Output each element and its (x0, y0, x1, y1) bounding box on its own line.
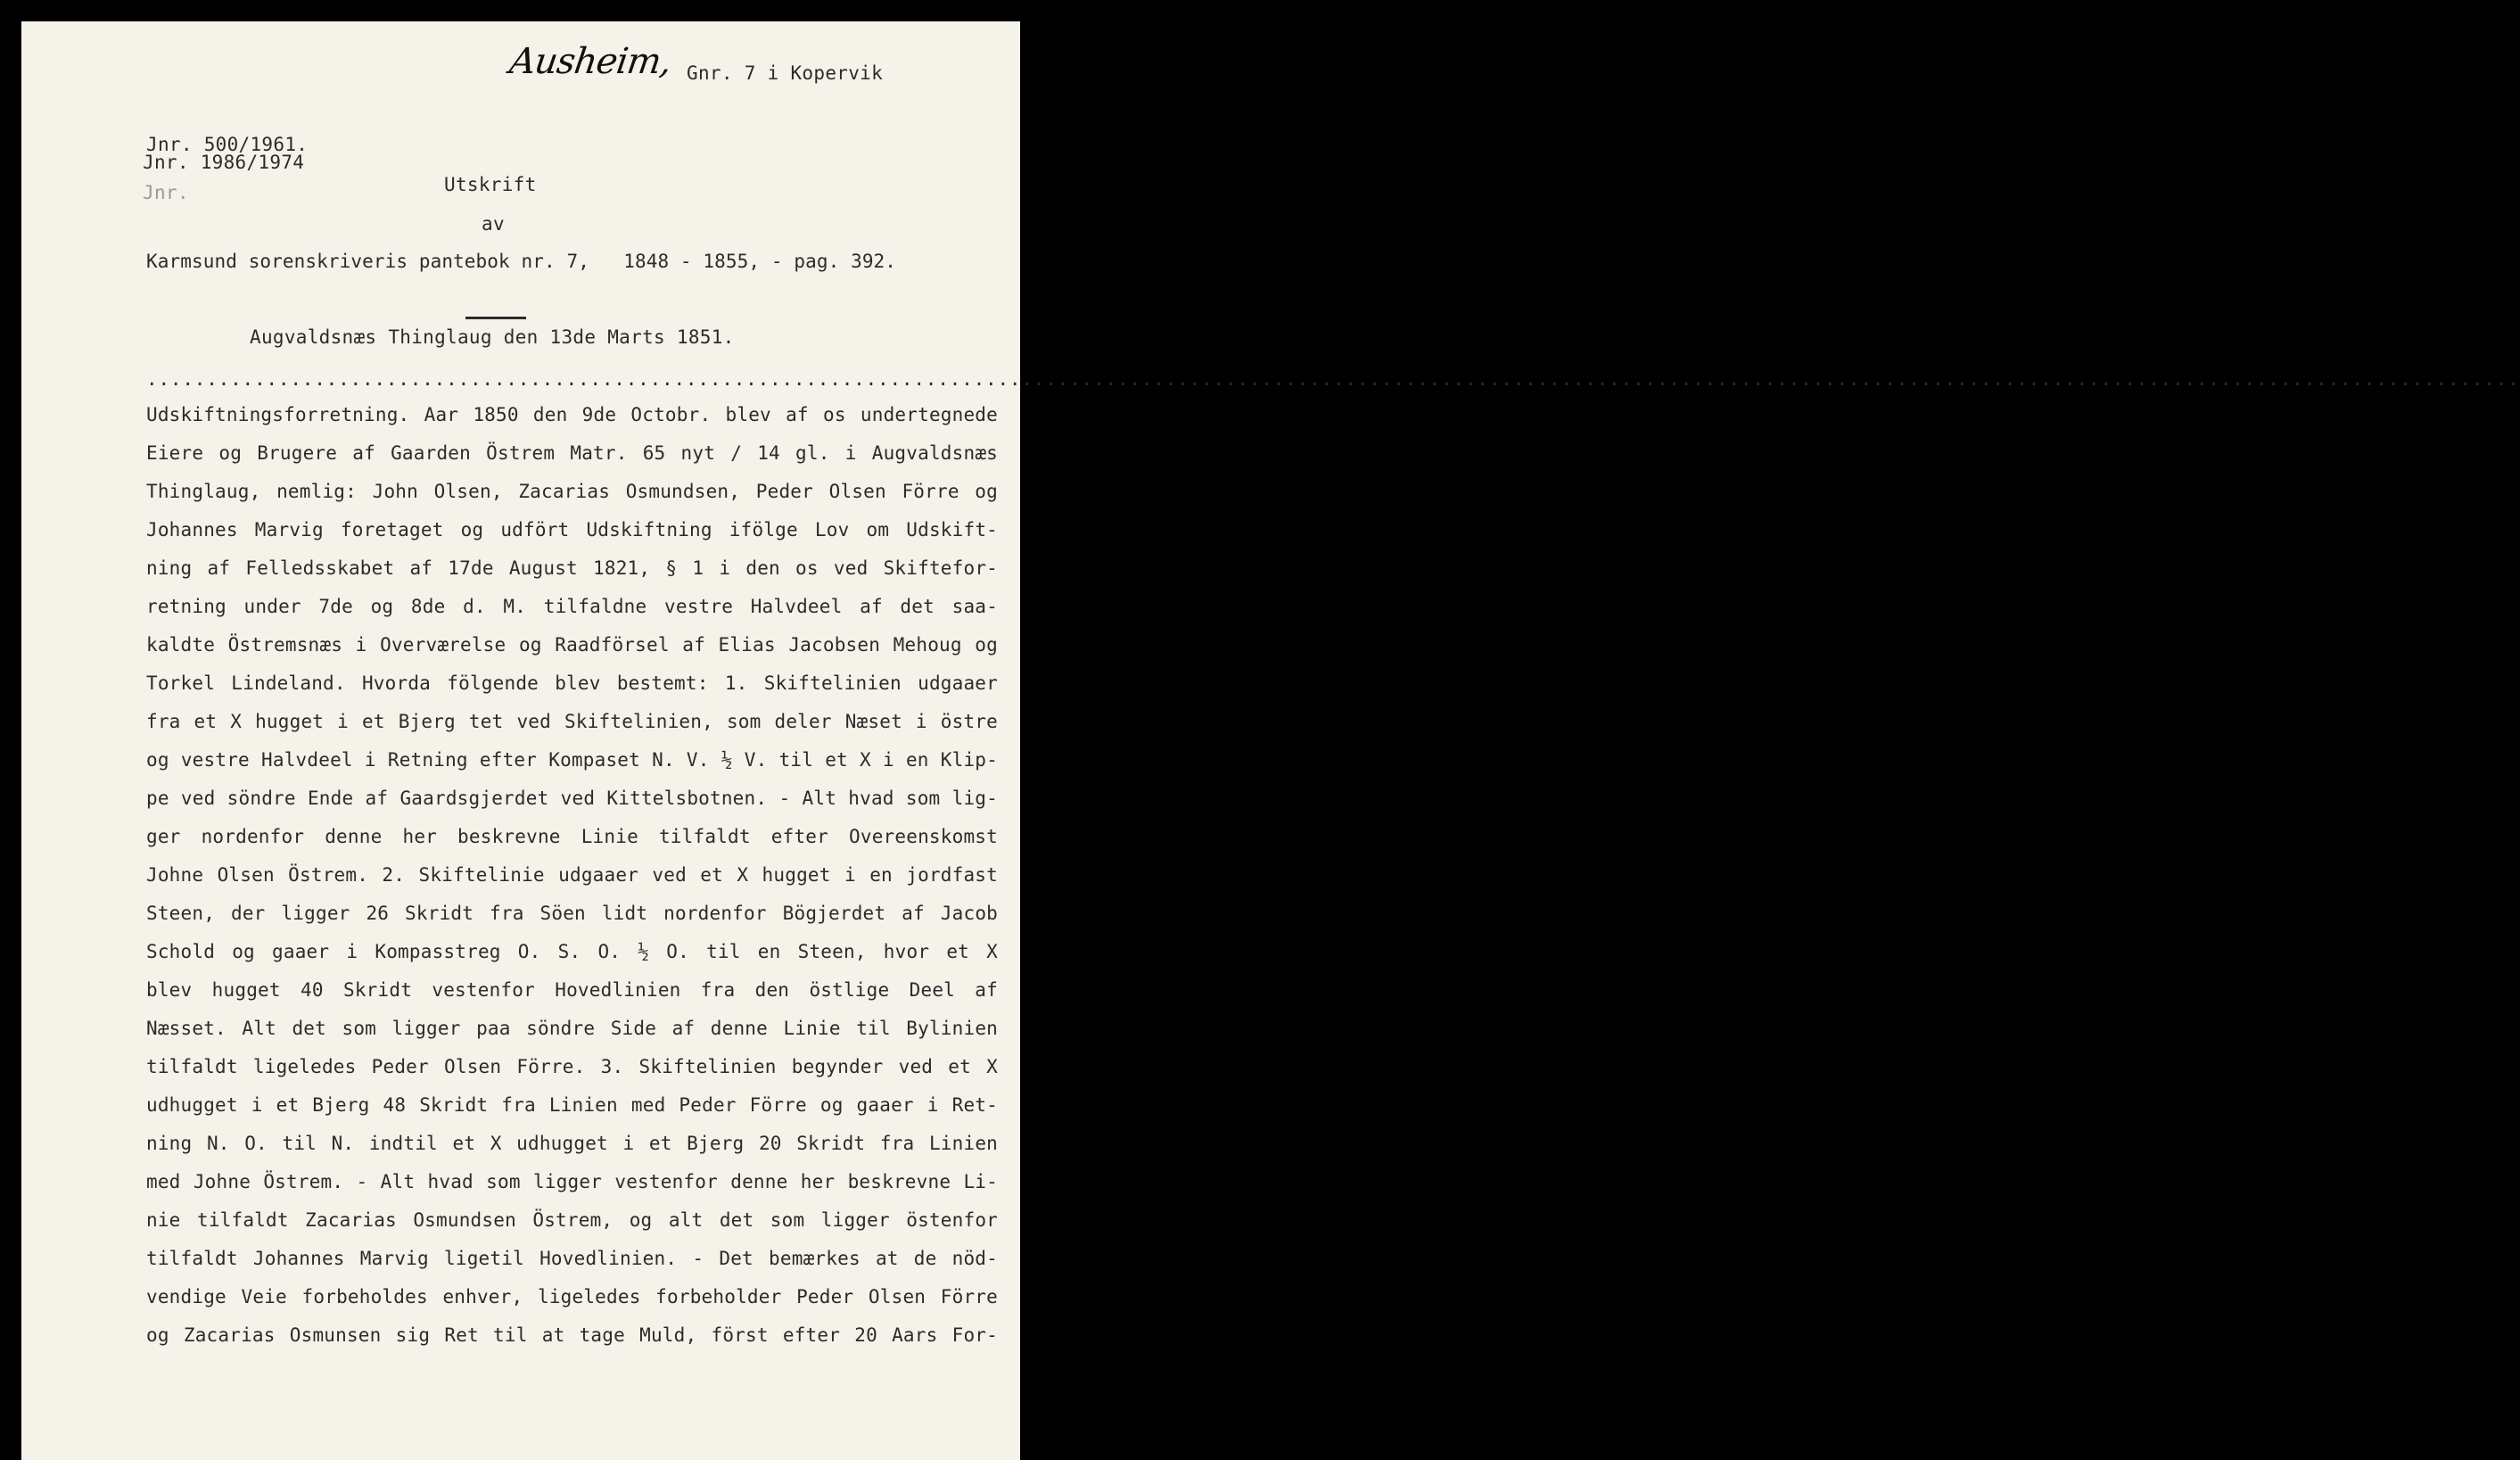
body-line: ning N. O. til N. indtil et X udhugget i et Bjerg 20 Skridt fra Linien (146, 1133, 998, 1154)
journal-number-3: Jnr. (143, 182, 189, 203)
gnr-reference: Gnr. 7 i Kopervik (687, 62, 884, 84)
body-line: blev hugget 40 Skridt vestenfor Hovedlinien fra den östlige Deel af (146, 979, 998, 1001)
body-line: ning af Felledsskabet af 17de August 1821, § 1 i den os ved Skiftefor- (146, 557, 998, 579)
body-line: tilfaldt ligeledes Peder Olsen Förre. 3. Skiftelinien begynder ved et X (146, 1056, 998, 1077)
journal-number-1: Jnr. 500/1961. (146, 134, 309, 155)
body-line: og vestre Halvdeel i Retning efter Kompaset N. V. ½ V. til et X i en Klip- (146, 749, 998, 771)
place-and-date: Augvaldsnæs Thinglaug den 13de Marts 1851. (250, 326, 735, 348)
title-av: av (482, 213, 505, 235)
body-line: Thinglaug, nemlig: John Olsen, Zacarias Osmundsen, Peder Olsen Förre og (146, 481, 998, 502)
body-line: Eiere og Brugere af Gaarden Östrem Matr. 65 nyt / 14 gl. i Augvaldsnæs (146, 442, 998, 464)
journal-number-2: Jnr. 1986/1974 (143, 152, 305, 173)
body-line: nie tilfaldt Zacarias Osmundsen Östrem, og alt det som ligger östenfor (146, 1209, 998, 1231)
body-line: kaldte Östremsnæs i Overværelse og Raadförsel af Elias Jacobsen Mehoug og (146, 634, 998, 656)
document-page (21, 21, 2520, 1460)
title-underline (465, 317, 526, 319)
title-utskrift: Utskrift (444, 174, 537, 195)
dotted-separator: ...................................................................................................................................................................................................... (146, 368, 2520, 390)
body-line: vendige Veie forbeholdes enhver, ligeledes forbeholder Peder Olsen Förre (146, 1286, 998, 1307)
body-line: Steen, der ligger 26 Skridt fra Söen lidt nordenfor Bögjerdet af Jacob (146, 903, 998, 924)
body-line: Udskiftningsforretning. Aar 1850 den 9de Octobr. blev af os undertegnede (146, 404, 998, 425)
body-line: Torkel Lindeland. Hvorda fölgende blev bestemt: 1. Skiftelinien udgaaer (146, 672, 998, 694)
body-line: med Johne Östrem. - Alt hvad som ligger vestenfor denne her beskrevne Li- (146, 1171, 998, 1192)
body-line: ger nordenfor denne her beskrevne Linie tilfaldt efter Overeenskomst (146, 826, 998, 847)
body-line: tilfaldt Johannes Marvig ligetil Hovedlinien. - Det bemærkes at de nöd- (146, 1248, 998, 1269)
title-source-book: Karmsund sorenskriveris pantebok nr. 7, 1848 - 1855, - pag. 392. (146, 251, 897, 272)
body-line: Schold og gaaer i Kompasstreg O. S. O. ½ O. til en Steen, hvor et X (146, 941, 998, 962)
body-line: udhugget i et Bjerg 48 Skridt fra Linien med Peder Förre og gaaer i Ret- (146, 1094, 998, 1116)
body-line: fra et X hugget i et Bjerg tet ved Skiftelinien, som deler Næset i östre (146, 711, 998, 732)
body-line: Næsset. Alt det som ligger paa söndre Side af denne Linie til Bylinien (146, 1018, 998, 1039)
body-line: retning under 7de og 8de d. M. tilfaldne vestre Halvdeel af det saa- (146, 596, 998, 617)
handwritten-annotation: Ausheim, (506, 41, 674, 82)
body-line: pe ved söndre Ende af Gaardsgjerdet ved Kittelsbotnen. - Alt hvad som lig- (146, 788, 998, 809)
body-line: og Zacarias Osmunsen sig Ret til at tage Muld, först efter 20 Aars For- (146, 1324, 998, 1346)
body-line: Johannes Marvig foretaget og udfört Udskiftning ifölge Lov om Udskift- (146, 519, 998, 540)
body-line: Johne Olsen Östrem. 2. Skiftelinie udgaaer ved et X hugget i en jordfast (146, 864, 998, 886)
